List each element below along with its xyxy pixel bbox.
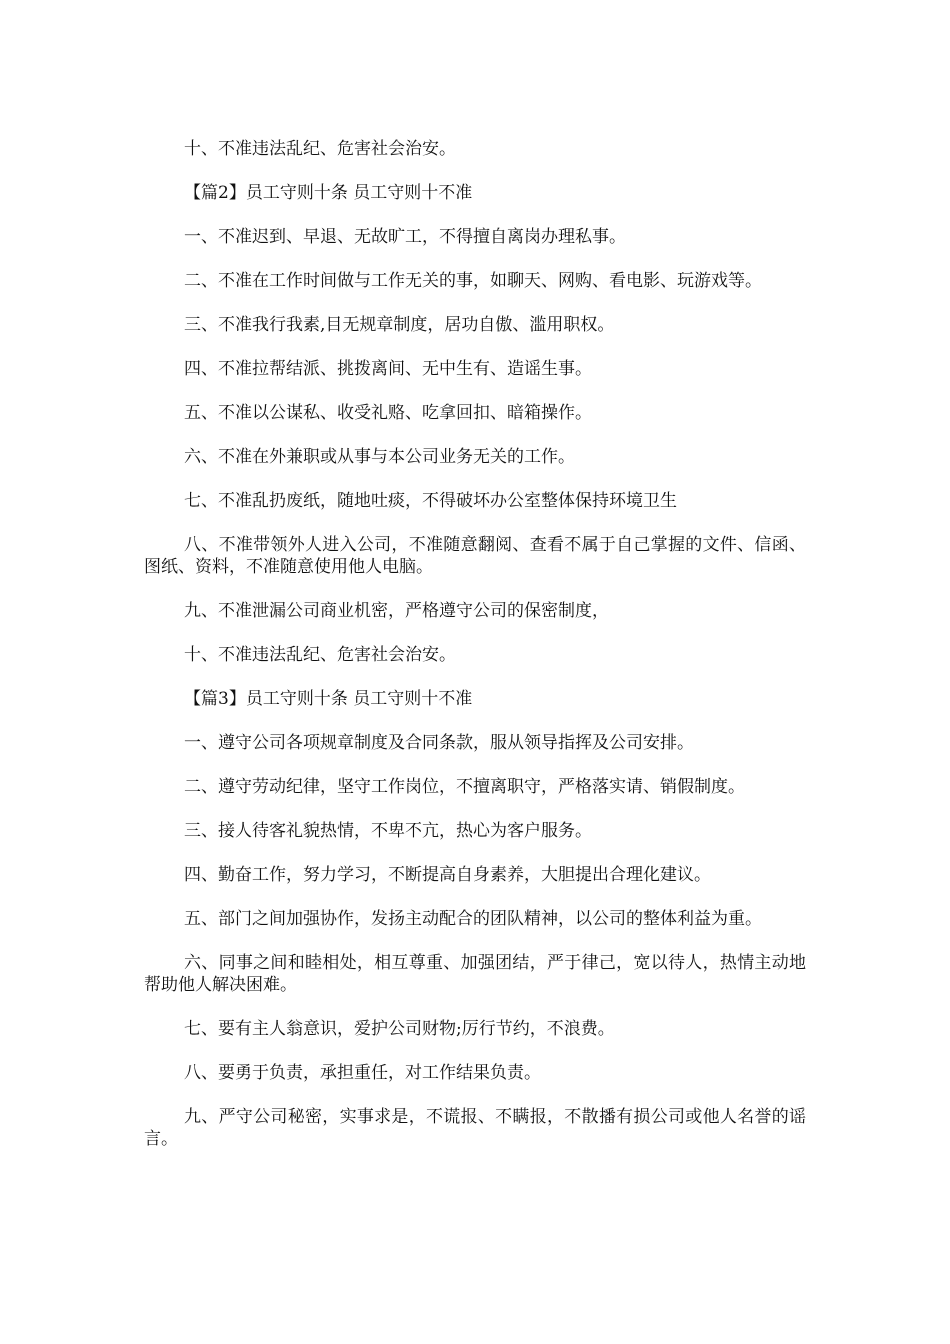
paragraph-18: 五、部门之间加强协作，发扬主动配合的团队精神，以公司的整体利益为重。: [184, 909, 762, 929]
paragraph-6: 四、不准拉帮结派、挑拨离间、无中生有、造谣生事。: [184, 359, 592, 379]
paragraph-1: 十、不准违法乱纪、危害社会治安。: [184, 139, 456, 159]
paragraph-8: 六、不准在外兼职或从事与本公司业务无关的工作。: [184, 447, 575, 467]
paragraph-19: 六、同事之间和睦相处，相互尊重、加强团结，严于律己，宽以待人，热情主动地帮助他人解决困难。: [144, 953, 806, 995]
paragraph-15: 二、遵守劳动纪律，坚守工作岗位，不擅离职守，严格落实请、销假制度。: [184, 777, 745, 797]
paragraph-11: 九、不准泄漏公司商业机密，严格遵守公司的保密制度，: [184, 601, 609, 621]
paragraph-10: 八、不准带领外人进入公司，不准随意翻阅、查看不属于自己掌握的文件、信函、图纸、资料，不准随意使用他人电脑。: [144, 535, 806, 577]
paragraph-3: 一、不准迟到、早退、无故旷工，不得擅自离岗办理私事。: [184, 227, 626, 247]
paragraph-9: 七、不准乱扔废纸，随地吐痰，不得破坏办公室整体保持环境卫生: [184, 491, 677, 511]
paragraph-20: 七、要有主人翁意识，爱护公司财物;厉行节约，不浪费。: [184, 1019, 615, 1039]
paragraph-5: 三、不准我行我素,目无规章制度，居功自傲、滥用职权。: [184, 315, 615, 335]
paragraph-12: 十、不准违法乱纪、危害社会治安。: [184, 645, 456, 665]
paragraph-16: 三、接人待客礼貌热情，不卑不亢，热心为客户服务。: [184, 821, 592, 841]
paragraph-14: 一、遵守公司各项规章制度及合同条款，服从领导指挥及公司安排。: [184, 733, 694, 753]
paragraph-22: 九、严守公司秘密，实事求是，不谎报、不瞒报，不散播有损公司或他人名誉的谣言。: [144, 1107, 806, 1149]
paragraph-4: 二、不准在工作时间做与工作无关的事，如聊天、网购、看电影、玩游戏等。: [184, 271, 762, 291]
paragraph-17: 四、勤奋工作，努力学习，不断提高自身素养，大胆提出合理化建议。: [184, 865, 711, 885]
section-heading-3: 【篇3】员工守则十条 员工守则十不准: [184, 689, 473, 709]
paragraph-7: 五、不准以公谋私、收受礼赂、吃拿回扣、暗箱操作。: [184, 403, 592, 423]
section-heading-2: 【篇2】员工守则十条 员工守则十不准: [184, 183, 473, 203]
document-body: [144, 138, 806, 1172]
paragraph-21: 八、要勇于负责，承担重任，对工作结果负责。: [184, 1063, 541, 1083]
